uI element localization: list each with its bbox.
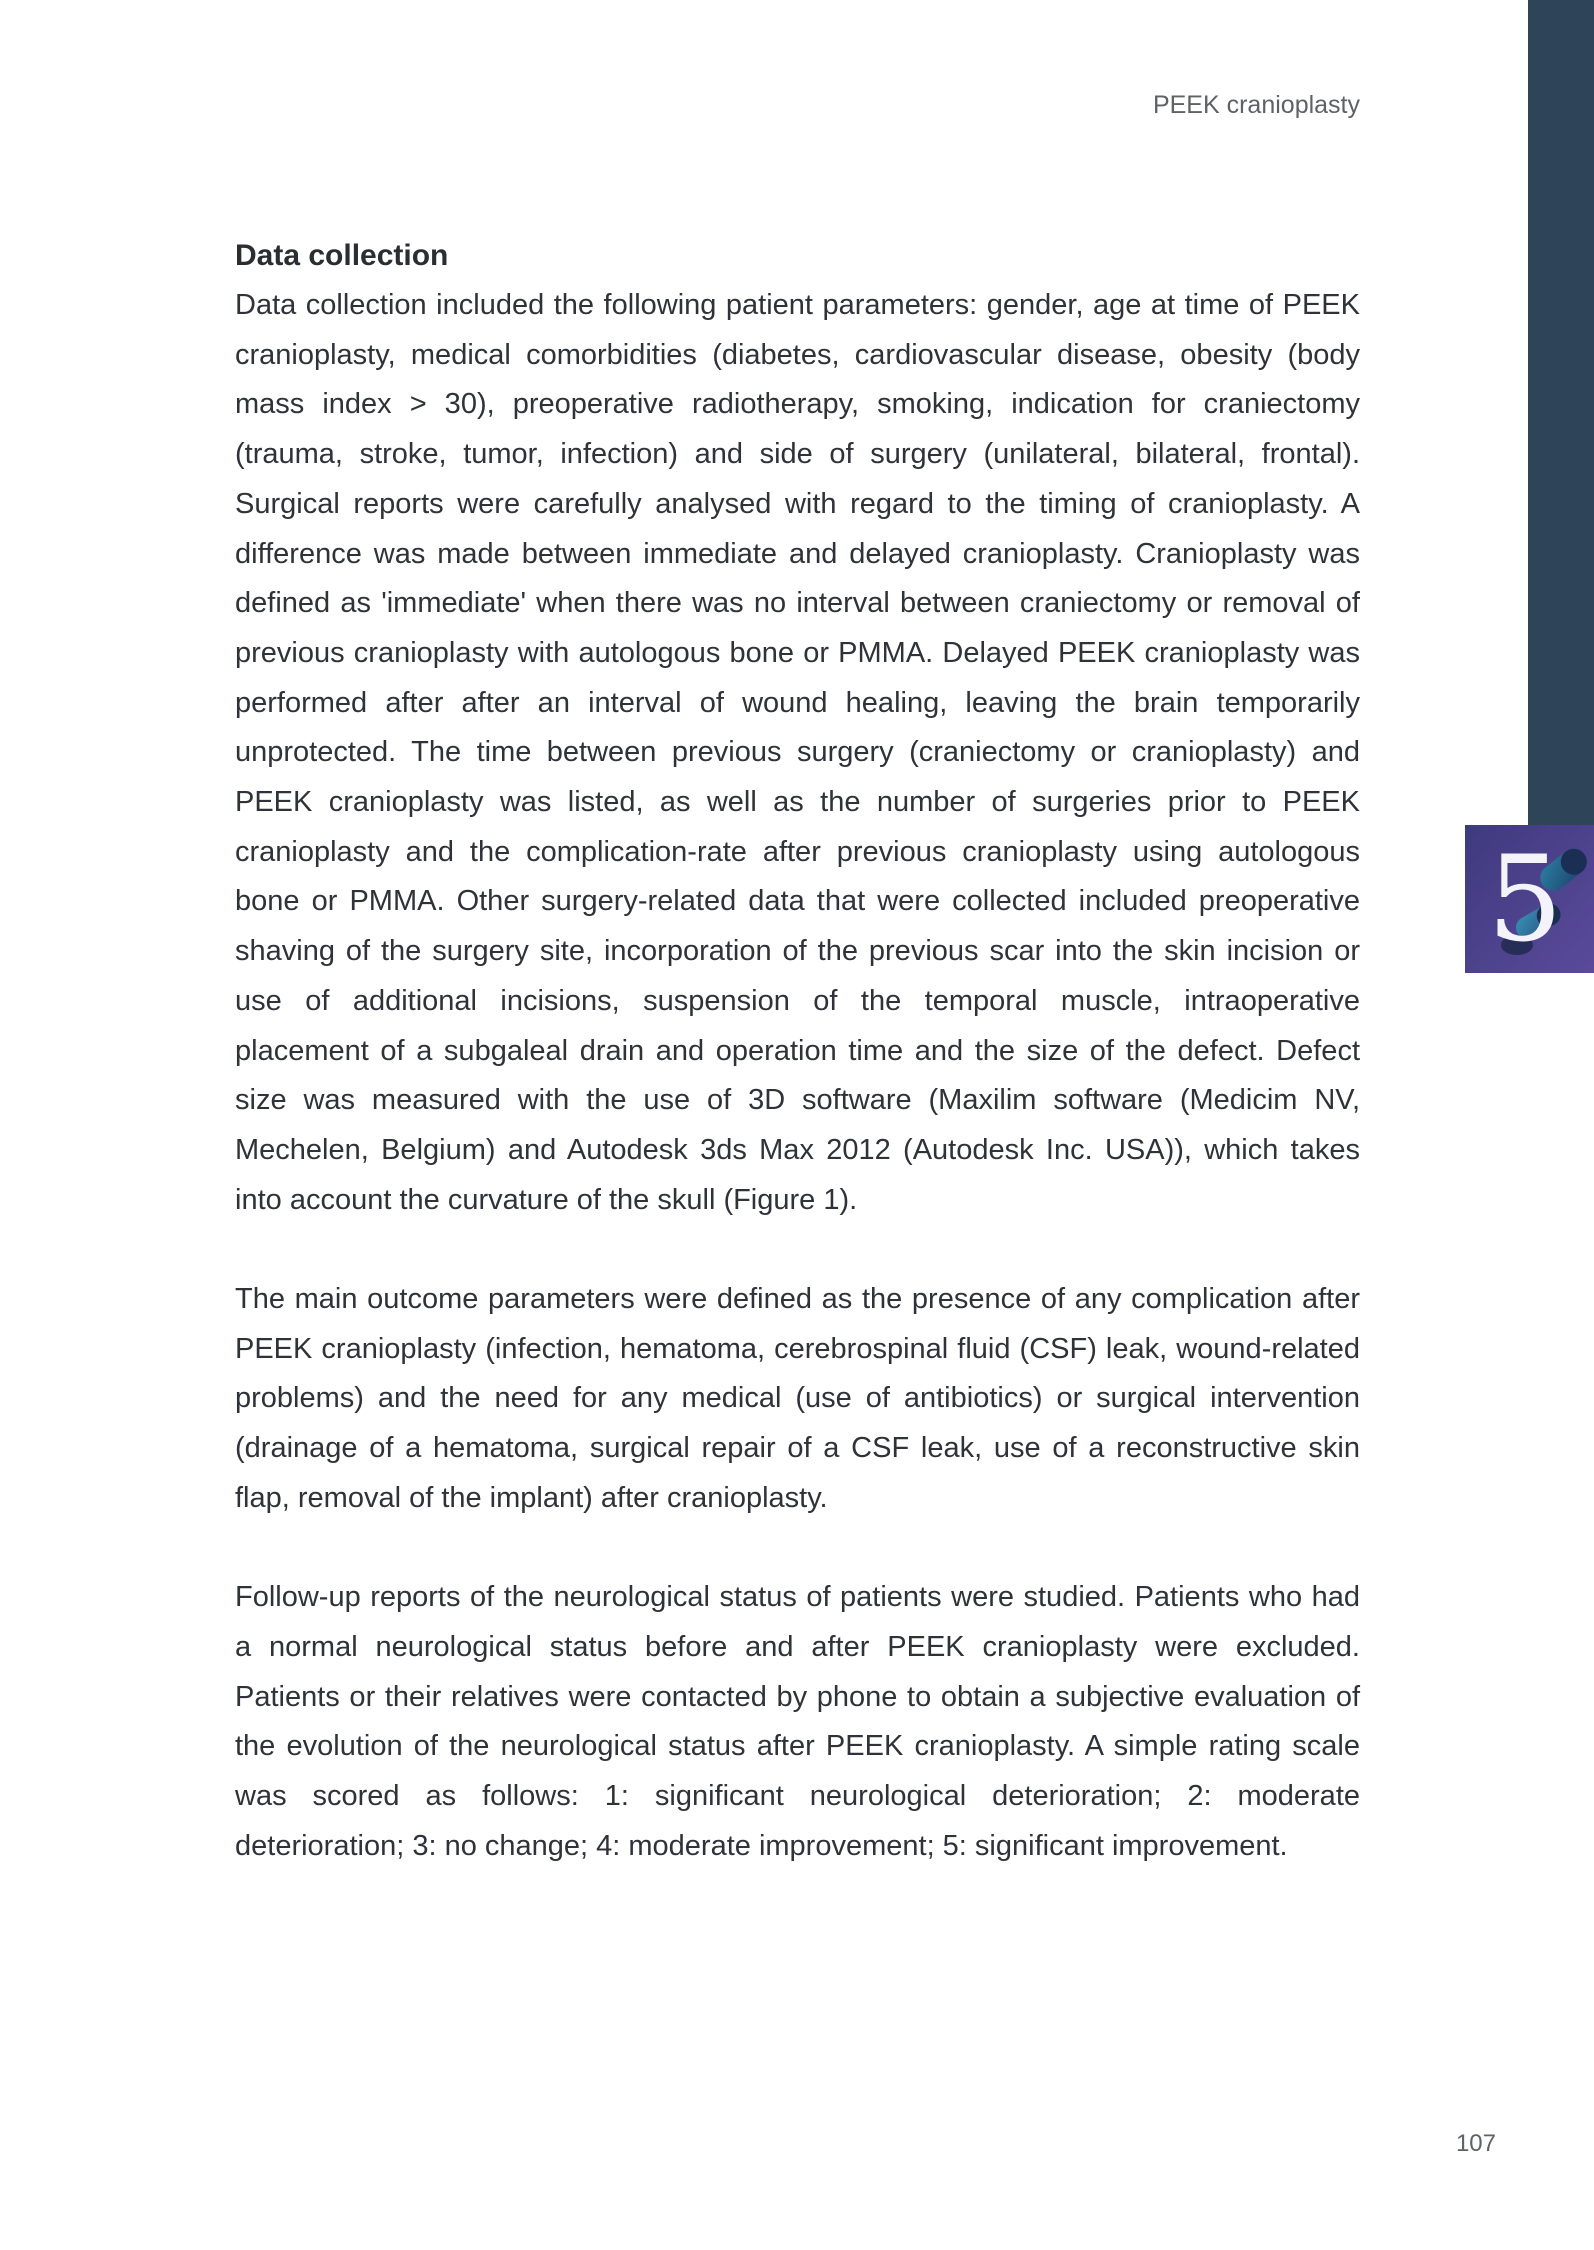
running-head: PEEK cranioplasty <box>1152 91 1360 119</box>
main-content <box>235 237 1360 1871</box>
chapter-number: 5 <box>1487 830 1563 968</box>
section-heading: Data collection <box>235 239 449 272</box>
body-paragraph: Follow-up reports of the neurological status of patients were studied. Patients who had a normal neurological status before and after PEEK cranioplasty were excluded. Patients or their relatives were contacted by phone to obtain a subjective evaluation of the evolution of the neurological status after PEEK cranioplasty. A simple rating scale was scored as follows: 1: significant neurological deterioration; 2: moderate deterioration; 3: no change; 4: moderate improvement; 5: significant improvement. <box>235 1581 1360 1862</box>
body-paragraph: Data collection included the following patient parameters: gender, age at time of PEEK cranioplasty, medical comorbidities (diabetes, cardiovascular disease, obesity (body mass index > 30), preoperative radiotherapy, smoking, indication for craniectomy (trauma, stroke, tumor, infection) and side of surgery (unilateral, bilateral, frontal). Surgical reports were carefully analysed with regard to the timing of cranioplasty. A difference was made between immediate and delayed cranioplasty. Cranioplasty was defined as 'immediate' when there was no interval between craniectomy or removal of previous cranioplasty with autologous bone or PMMA. Delayed PEEK cranioplasty was performed after after an interval of wound healing, leaving the brain temporarily unprotected. The time between previous surgery (craniectomy or cranioplasty) and PEEK cranioplasty was listed, as well as the number of surgeries prior to PEEK cranioplasty and the complication-rate after previous cranioplasty using autologous bone or PMMA. Other surgery-related data that were collected included preoperative shaving of the surgery site, incorporation of the previous scar into the skin incision or use of additional incisions, suspension of the temporal muscle, intraoperative placement of a subgaleal drain and operation time and the size of the defect. Defect size was measured with the use of 3D software (Maxilim software (Medicim NV, Mechelen, Belgium) and Autodesk 3ds Max 2012 (Autodesk Inc. USA)), which takes into account the curvature of the skull (Figure 1). <box>235 289 1360 1216</box>
chapter-side-bar <box>1528 0 1594 825</box>
chapter-tab <box>1465 825 1594 973</box>
body-paragraph: The main outcome parameters were defined as the presence of any complication after PEEK cranioplasty (infection, hematoma, cerebrospinal fluid (CSF) leak, wound-related problems) and the need for any medical (use of antibiotics) or surgical intervention (drainage of a hematoma, surgical repair of a CSF leak, use of a reconstructive skin flap, removal of the implant) after cranioplasty. <box>235 1283 1360 1514</box>
page-number: 107 <box>1455 2130 1496 2157</box>
